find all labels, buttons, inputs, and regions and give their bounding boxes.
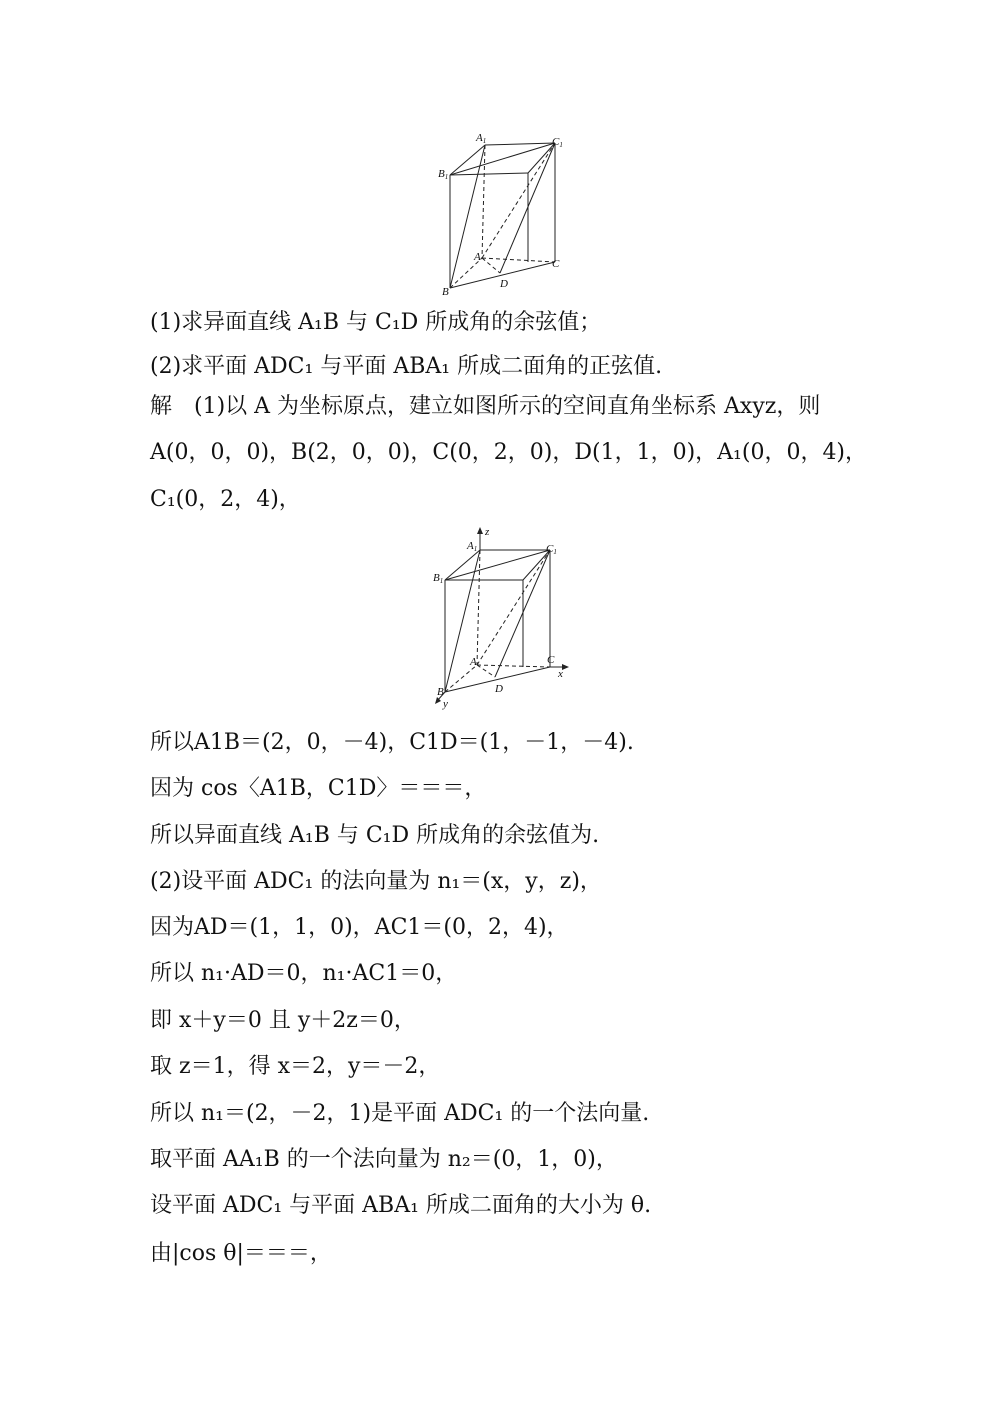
label-B: B [437, 686, 444, 698]
question-1: (1)求异面直线 A₁B 与 C₁D 所成角的余弦值； [150, 310, 602, 335]
dot-product-line: 所以 n₁·AD＝0，n₁·AC1＝0， [150, 961, 458, 986]
label-A1: A1 [467, 540, 478, 553]
label-B1: B1 [433, 572, 444, 585]
axis-y-label: y [443, 698, 448, 710]
abs-cos-line: 由|cos θ|＝＝＝， [150, 1241, 332, 1266]
label-C: C [547, 654, 555, 666]
question-2: (2)求平面 ADC₁ 与平面 ABA₁ 所成二面角的正弦值. [150, 354, 663, 379]
label-C1: C1 [552, 136, 563, 149]
axis-z-label: z [485, 526, 490, 538]
cos-line: 因为 cos〈A1B，C1D〉＝＝＝， [150, 776, 487, 801]
prism-figure-1 [430, 125, 580, 300]
normal-vector-line: (2)设平面 ADC₁ 的法向量为 n₁＝(x，y，z)， [150, 869, 602, 894]
prism-figure-1-svg [430, 125, 580, 300]
label-D: D [500, 278, 508, 290]
prism-figure-2-svg [425, 525, 580, 710]
label-B1: B1 [438, 168, 449, 181]
equations-line: 即 x＋y＝0 且 y＋2z＝0， [150, 1008, 416, 1033]
theta-line: 设平面 ADC₁ 与平面 ABA₁ 所成二面角的大小为 θ. [150, 1193, 652, 1218]
solve-line: 取 z＝1，得 x＝2，y＝－2， [150, 1054, 441, 1079]
label-A: A [470, 656, 477, 668]
axis-x-label: x [558, 668, 563, 680]
n1-result-line: 所以 n₁＝(2，－2，1)是平面 ADC₁ 的一个法向量. [150, 1101, 650, 1126]
answer-1-line: 所以异面直线 A₁B 与 C₁D 所成角的余弦值为. [150, 823, 600, 848]
prism-figure-2 [425, 525, 580, 710]
label-C: C [552, 258, 560, 270]
label-D: D [495, 683, 503, 695]
solution-intro: 解 (1)以 A 为坐标原点，建立如图所示的空间直角坐标系 Axyz，则 [150, 394, 821, 419]
label-A1: A1 [476, 132, 487, 145]
label-B: B [442, 286, 449, 298]
vectors-line: 所以A1B＝(2，0，－4)，C1D＝(1，－1，－4). [150, 730, 634, 755]
label-A: A [474, 251, 481, 263]
label-C1: C1 [546, 543, 557, 556]
coordinates-line-1: A(0，0，0)，B(2，0，0)，C(0，2，0)，D(1，1，0)，A₁(0，0，4)， [150, 440, 868, 465]
plane-vectors-line: 因为AD＝(1，1，0)，AC1＝(0，2，4)， [150, 915, 569, 940]
coordinates-line-2: C₁(0，2，4)， [150, 487, 301, 512]
n2-line: 取平面 AA₁B 的一个法向量为 n₂＝(0，1，0)， [150, 1147, 618, 1172]
